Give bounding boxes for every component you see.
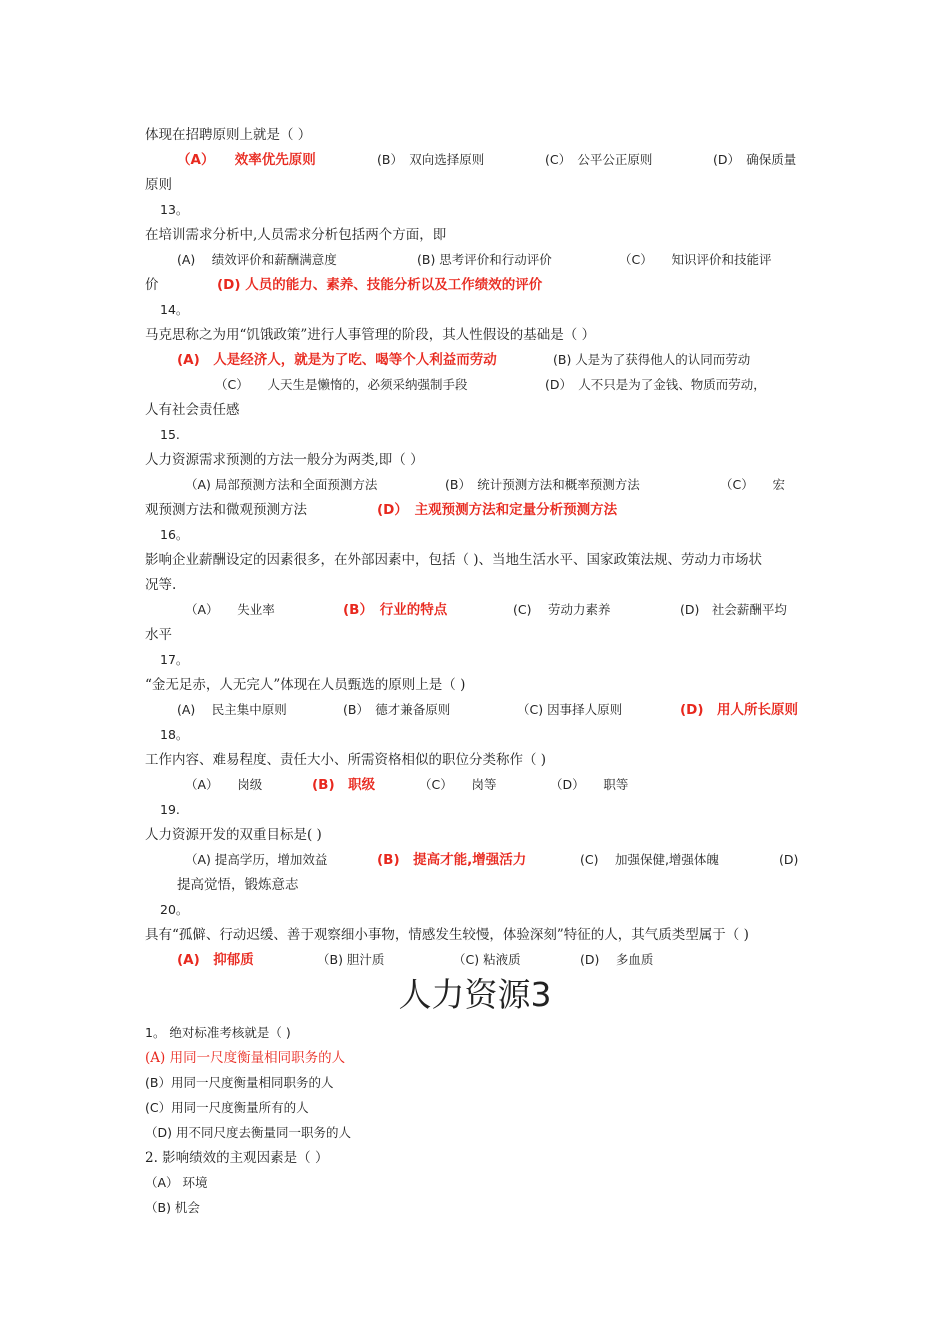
option-a: （A） 失业率 [185, 602, 275, 617]
option-b-answer: (B） 行业的特点 [343, 602, 448, 618]
option-text: （B) 机会 [145, 1200, 200, 1215]
option-d: (D） 确保质量 [713, 152, 797, 167]
option-d: (D) 多血质 [580, 952, 654, 967]
option-text: (C）用同一尺度衡量所有的人 [145, 1100, 309, 1115]
stem-text: 马克思称之为用“饥饿政策”进行人事管理的阶段，其人性假设的基础是（ ） [145, 327, 596, 343]
option-text: （D) 用不同尺度去衡量同一职务的人 [145, 1125, 351, 1140]
stem-text: 2. 影响绩效的主观因素是（ ） [145, 1150, 329, 1166]
option-d-answer: (D) 人员的能力、素养、技能分析以及工作绩效的评价 [217, 277, 543, 293]
option-c: (C) 劳动力素养 [513, 602, 611, 617]
option-c: （C) 粘液质 [453, 952, 521, 967]
option-text: (B）用同一尺度衡量相同职务的人 [145, 1075, 334, 1090]
option-a: (A) 民主集中原则 [177, 702, 287, 717]
option-text: (A) 用同一尺度衡量相同职务的人 [145, 1050, 346, 1066]
option-c: (C) 加强保健,增强体魄 [580, 852, 719, 867]
option-c: （C) 因事择人原则 [517, 702, 623, 717]
continuation-text: 提高觉悟，锻炼意志 [177, 877, 299, 893]
stem-text: 体现在招聘原则上就是（ ） [145, 127, 312, 143]
option-d-answer: (D） 主观预测方法和定量分析预测方法 [377, 502, 618, 518]
option-a: （A） 岗级 [185, 777, 263, 792]
number-text: 17。 [160, 652, 189, 667]
option-c: （C） 知识评价和技能评 [619, 252, 772, 267]
option-d: (D) 社会薪酬平均 [680, 602, 787, 617]
continuation-text: 人有社会责任感 [145, 402, 240, 418]
option-a: （A) 局部预测方法和全面预测方法 [185, 477, 378, 492]
option-c: （C） 宏 [720, 477, 785, 492]
stem-text: 1。 绝对标准考核就是（ ) [145, 1025, 291, 1040]
option-d: (D） 人不只是为了金钱、物质而劳动， [545, 377, 766, 392]
number-text: 18。 [160, 727, 189, 742]
number-text: 15. [160, 427, 180, 442]
option-d-answer: (D) 用人所长原则 [680, 702, 799, 718]
stem-text: 在培训需求分析中,人员需求分析包括两个方面，即 [145, 227, 447, 243]
option-b: (B） 统计预测方法和概率预测方法 [445, 477, 640, 492]
continuation-text: 原则 [145, 177, 172, 193]
option-b: (B) 人是为了获得他人的认同而劳动 [553, 352, 751, 367]
number-text: 13。 [160, 202, 189, 217]
option-a: （A) 提高学历，增加效益 [185, 852, 328, 867]
option-text: （A） 环境 [145, 1175, 208, 1190]
continuation-text: 水平 [145, 627, 172, 643]
number-text: 19. [160, 802, 180, 817]
option-b: （B) 胆汁质 [317, 952, 385, 967]
number-text: 14。 [160, 302, 189, 317]
stem-text: 工作内容、难易程度、责任大小、所需资格相似的职位分类称作（ ) [145, 752, 547, 768]
option-b: (B） 双向选择原则 [377, 152, 485, 167]
option-b: (B） 德才兼备原则 [343, 702, 451, 717]
stem-text: 人力资源需求预测的方法一般分为两类,即（ ） [145, 452, 424, 468]
continuation-text: 价 [145, 277, 159, 293]
option-a-answer: (A) 抑郁质 [177, 952, 254, 968]
option-b: (B) 思考评价和行动评价 [417, 252, 552, 267]
option-c: （C） 岗等 [419, 777, 497, 792]
stem-text: 具有“孤僻、行动迟缓、善于观察细小事物，情感发生较慢，体验深刻”特征的人，其气质类型属于（ ) [145, 927, 749, 943]
number-text: 20。 [160, 902, 189, 917]
section-title: 人力资源3 [398, 975, 552, 1014]
stem-text: 影响企业薪酬设定的因素很多，在外部因素中，包括（ )、当地生活水平、国家政策法规、劳动力市场状 [145, 552, 763, 568]
option-d: （D） 职等 [550, 777, 629, 792]
option-c: （C） 人天生是懒惰的，必须采纳强制手段 [215, 377, 468, 392]
number-text: 16。 [160, 527, 189, 542]
stem-text: “金无足赤，人无完人”体现在人员甄选的原则上是（ ) [145, 677, 466, 693]
option-b-answer: (B) 提高才能,增强活力 [377, 852, 527, 868]
stem-text: 况等. [145, 577, 177, 593]
option-a: (A) 绩效评价和薪酬满意度 [177, 252, 337, 267]
option-a-answer: （A） 效率优先原则 [177, 152, 316, 168]
option-a-answer: (A) 人是经济人，就是为了吃、喝等个人利益而劳动 [177, 352, 497, 368]
continuation-text: 观预测方法和微观预测方法 [145, 502, 307, 518]
option-d: (D) [779, 852, 799, 867]
option-b-answer: (B) 职级 [312, 777, 376, 793]
stem-text: 人力资源开发的双重目标是( ) [145, 827, 322, 843]
option-c: (C） 公平公正原则 [545, 152, 653, 167]
